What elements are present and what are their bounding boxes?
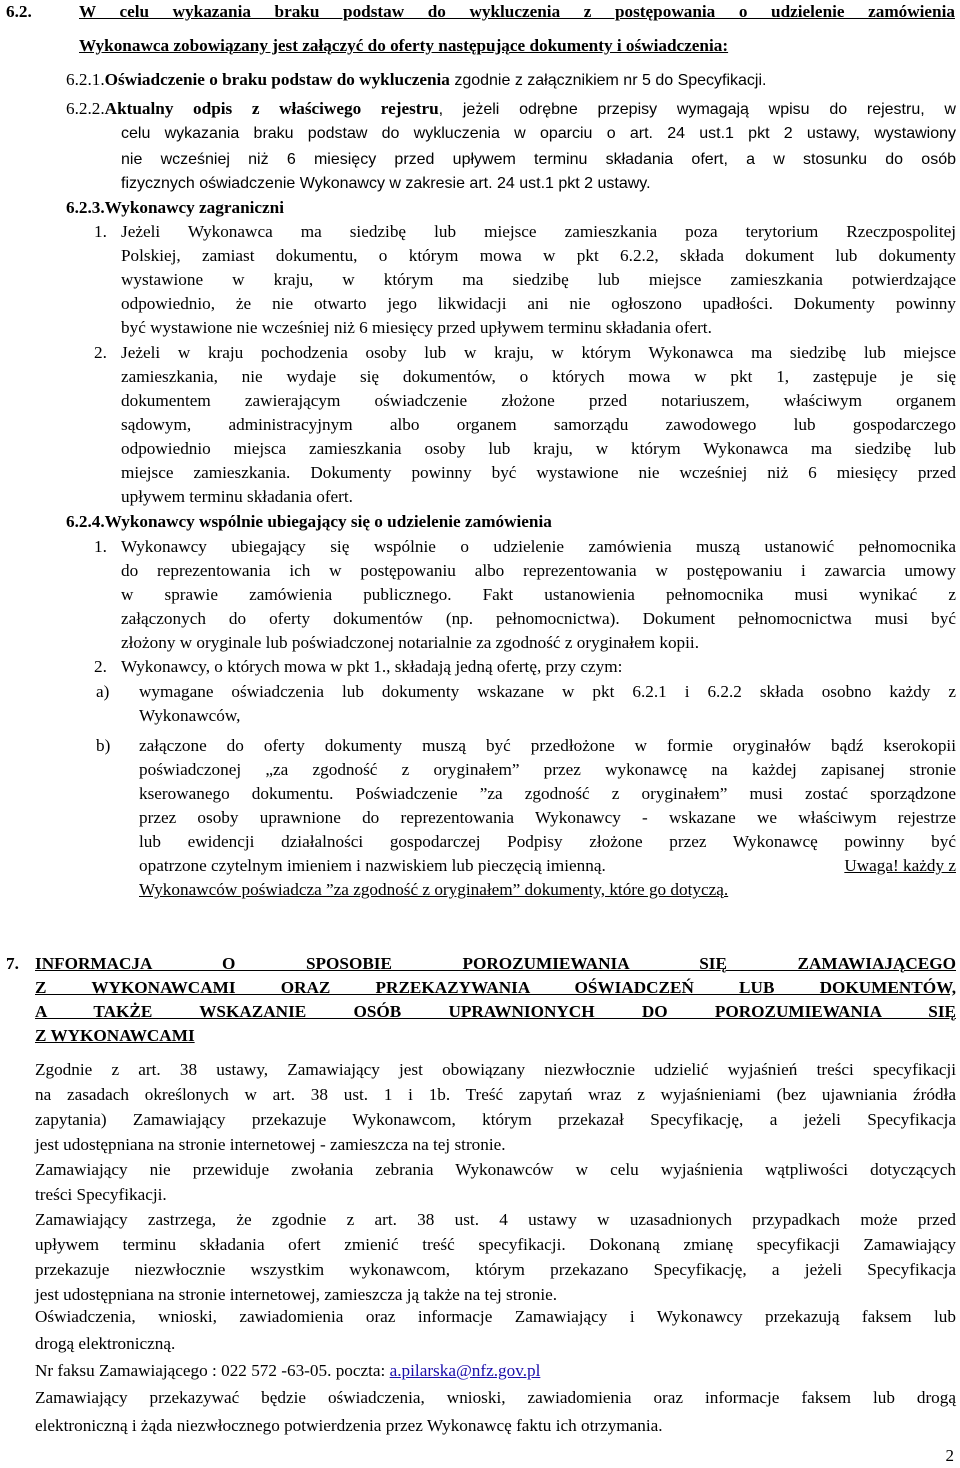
item-number: 6.2.4. xyxy=(66,512,105,531)
paragraph-line: odpowiednio, że nie otwarto jego likwidacji ani nie ogłoszono upadłości. Dokumenty powinny xyxy=(121,294,956,313)
item-number: 6.2.2. xyxy=(66,99,105,118)
paragraph-line: miejsce zamieszkania. Dokumenty powinny być wystawione nie wcześniej niż 6 miesięcy przed xyxy=(121,463,956,482)
email-link[interactable]: a.pilarska@nfz.gov.pl xyxy=(389,1361,541,1380)
paragraph-line: Oświadczenia, wnioski, zawiadomienia oraz informacje Zamawiający i Wykonawcy przekazują faksem lub xyxy=(35,1307,956,1326)
section-6-2-heading-line-1: W celu wykazania braku podstaw do wykluczenia z postępowania o udzielenie zamówienia xyxy=(79,2,955,21)
paragraph-line: Zamawiający nie przewiduje zwołania zebrania Wykonawców w celu wyjaśnienia wątpliwości dotyczących xyxy=(35,1160,956,1179)
paragraph-line: na zasadach określonych w art. 38 ust. 1 i 1b. Treść zapytań wraz z wyjaśnieniami (bez ujawniania źródła xyxy=(35,1085,956,1104)
paragraph-line: do reprezentowania ich w postępowaniu albo reprezentowania w postępowaniu i zawarcia umowy xyxy=(121,561,956,580)
list-number: 1. xyxy=(94,537,107,556)
fax-line xyxy=(35,1359,540,1383)
section-7-number: 7. xyxy=(6,954,19,973)
item-text: zgodnie z załącznikiem nr 5 do Specyfikacji. xyxy=(449,72,767,89)
list-number: 2. xyxy=(94,343,107,362)
item-title: Oświadczenie o braku podstaw do wykluczenia xyxy=(104,70,450,89)
paragraph-line: jest udostępniana na stronie internetowej - zamieszcza na tej stronie. xyxy=(35,1135,506,1154)
list-number: 2. xyxy=(94,657,107,676)
item-title: Wykonawcy zagraniczni xyxy=(104,198,285,217)
paragraph-line: przekazuje niezwłocznie wszystkim wykonawcom, którym przekazano Specyfikację, a jeżeli Specyfikacja xyxy=(35,1260,956,1279)
list-number: 1. xyxy=(94,222,107,241)
paragraph-line xyxy=(139,854,956,878)
paragraph-line: sądowym, administracyjnym albo organem samorządu zawodowego lub gospodarczego xyxy=(121,415,956,434)
paragraph-line: Wykonawców poświadcza ”za zgodność z oryginałem” dokumenty, które go dotyczą. xyxy=(139,880,729,899)
paragraph-line: kserowanego dokumentu. Poświadczenie ”za zgodność z oryginałem” musi zostać sporządzone xyxy=(139,784,956,803)
section-7-title-line: Z WYKONAWCAMI xyxy=(35,1026,195,1045)
paragraph-line: poświadczonej „za zgodność z oryginałem” przez wykonawcę na każdej zapisanej stronie xyxy=(139,760,956,779)
fax-text: Nr faksu Zamawiającego : 022 572 -63-05. poczta: xyxy=(35,1361,390,1380)
item-6-2-3-heading xyxy=(66,196,284,220)
paragraph-line: przez osoby uprawnione do reprezentowania Wykonawcy - wskazane we właściwym rejestrze xyxy=(139,808,956,827)
paragraph-line: być wystawione nie wcześniej niż 6 miesięcy przed upływem terminu składania ofert. xyxy=(121,318,712,337)
paragraph-line: Zgodnie z art. 38 ustawy, Zamawiający jest obowiązany niezwłocznie udzielić wyjaśnień treści specyfikacji xyxy=(35,1060,956,1079)
paragraph-line: upływem terminu składania ofert. xyxy=(121,487,353,506)
paragraph-line: elektroniczną i żąda niezwłocznego potwierdzenia przez Wykonawcę faktu ich otrzymania. xyxy=(35,1416,663,1435)
paragraph-line: Jeżeli w kraju pochodzenia osoby lub w kraju, w którym Wykonawca ma siedzibę lub miejsce xyxy=(121,343,956,362)
paragraph-line: wystawione w kraju, w którym ma siedzibę lub miejsce zamieszkania potwierdzające xyxy=(121,270,956,289)
section-7-title-line: A TAKŻE WSKAZANIE OSÓB UPRAWNIONYCH DO POROZUMIEWANIA SIĘ xyxy=(35,1002,956,1021)
section-7-title-line: INFORMACJA O SPOSOBIE POROZUMIEWANIA SIĘ ZAMAWIAJĄCEGO xyxy=(35,954,956,973)
paragraph-line: Polskiej, zamiast dokumentu, o którym mowa w pkt 6.2.2, składa dokument lub dokumenty xyxy=(121,246,956,265)
item-text: , jeżeli odrębne przepisy wymagają wpisu do rejestru, w xyxy=(438,101,956,118)
item-number: 6.2.1. xyxy=(66,70,105,89)
paragraph-line: dokumentem zawierającym oświadczenie złożone przed notariuszem, właściwym organem xyxy=(121,391,956,410)
paragraph-line: Wykonawcy ubiegający się wspólnie o udzielenie zamówienia muszą ustanowić pełnomocnika xyxy=(121,537,956,556)
paragraph-line: wymagane oświadczenia lub dokumenty wskazane w pkt 6.2.1 i 6.2.2 składa osobno każdy z xyxy=(139,682,956,701)
paragraph-line: odpowiednio miejsca zamieszkania osoby lub kraju, w którym Wykonawca ma siedzibę lub xyxy=(121,439,956,458)
paragraph-line: Zamawiający przekazywać będzie oświadczenia, wnioski, zawiadomienia oraz informacje faksem lub drogą xyxy=(35,1388,956,1407)
paragraph-line: złożony w oryginale lub poświadczonej notarialnie za zgodność z oryginałem kopii. xyxy=(121,633,699,652)
paragraph-text: opatrzone czytelnym imieniem i nazwiskiem lub pieczęcią imienną. xyxy=(139,856,606,875)
section-7-title-line: Z WYKONAWCAMI ORAZ PRZEKAZYWANIA OŚWIADCZEŃ LUB DOKUMENTÓW, xyxy=(35,978,956,997)
item-6-2-2-line-2: celu wykazania braku podstaw do wykluczenia w oparciu o art. 24 ust.1 pkt 2 ustawy, wystawiony xyxy=(121,125,956,142)
paragraph-line: Zamawiający zastrzega, że zgodnie z art. 38 ust. 4 ustawy w uzasadnionych przypadkach może przed xyxy=(35,1210,956,1229)
item-6-2-2-line-4: fizycznych oświadczenie Wykonawcy w zakresie art. 24 ust.1 pkt 2 ustawy. xyxy=(121,175,651,192)
item-6-2-1 xyxy=(66,68,766,93)
item-6-2-2-line-3: nie wcześniej niż 6 miesięcy przed upływem terminu składania ofert, a w stosunku do osób xyxy=(121,151,956,168)
paragraph-line: załączone do oferty dokumenty muszą być przedłożone w formie oryginałów bądź kserokopii xyxy=(139,736,956,755)
list-letter: b) xyxy=(96,736,111,755)
item-6-2-4-heading xyxy=(66,510,552,534)
item-title: Aktualny odpis z właściwego rejestru xyxy=(104,99,439,118)
item-number: 6.2.3. xyxy=(66,198,105,217)
paragraph-line: lub ewidencji działalności gospodarczej Podpisy złożone przez Wykonawcę powinny być xyxy=(139,832,956,851)
paragraph-line: zamieszkania, nie wydaje się dokumentów, o których mowa w pkt 1, zastępuje je się xyxy=(121,367,956,386)
paragraph-line: treści Specyfikacji. xyxy=(35,1185,167,1204)
list-letter: a) xyxy=(96,682,110,701)
paragraph-line: w sprawie zamówienia publicznego. Fakt ustanowienia pełnomocnika musi wynikać z xyxy=(121,585,956,604)
item-6-2-2-line-1 xyxy=(66,97,956,122)
paragraph-line: załączonych do oferty dokumentów (np. pełnomocnictwa). Dokument pełnomocnictwa musi być xyxy=(121,609,956,628)
page-number: 2 xyxy=(945,1446,954,1465)
section-number: 6.2. xyxy=(6,2,32,21)
section-6-2-number xyxy=(6,0,32,24)
section-6-2-heading-line-2: Wykonawca zobowiązany jest załączyć do oferty następujące dokumenty i oświadczenia: xyxy=(79,36,729,55)
paragraph-line: drogą elektroniczną. xyxy=(35,1334,176,1353)
paragraph-line: Wykonawców, xyxy=(139,706,241,725)
paragraph-line: zapytania) Zamawiający przekazuje Wykonawcom, którym przekazał Specyfikację, a jeżeli Specyfikacja xyxy=(35,1110,956,1129)
item-title: Wykonawcy wspólnie ubiegający się o udzielenie zamówienia xyxy=(104,512,552,531)
warning-note: Uwaga! każdy z xyxy=(844,856,956,875)
paragraph-line: upływem terminu składania ofert zmienić treść specyfikacji. Dokonaną zmianę specyfikacji Zamawiający xyxy=(35,1235,956,1254)
paragraph-line: Jeżeli Wykonawca ma siedzibę lub miejsce zamieszkania poza terytorium Rzeczpospolitej xyxy=(121,222,956,241)
paragraph-line: Wykonawcy, o których mowa w pkt 1., składają jedną ofertę, przy czym: xyxy=(121,657,623,676)
paragraph-line: jest udostępniana na stronie internetowej, zamieszcza ją także na tej stronie. xyxy=(35,1285,558,1304)
